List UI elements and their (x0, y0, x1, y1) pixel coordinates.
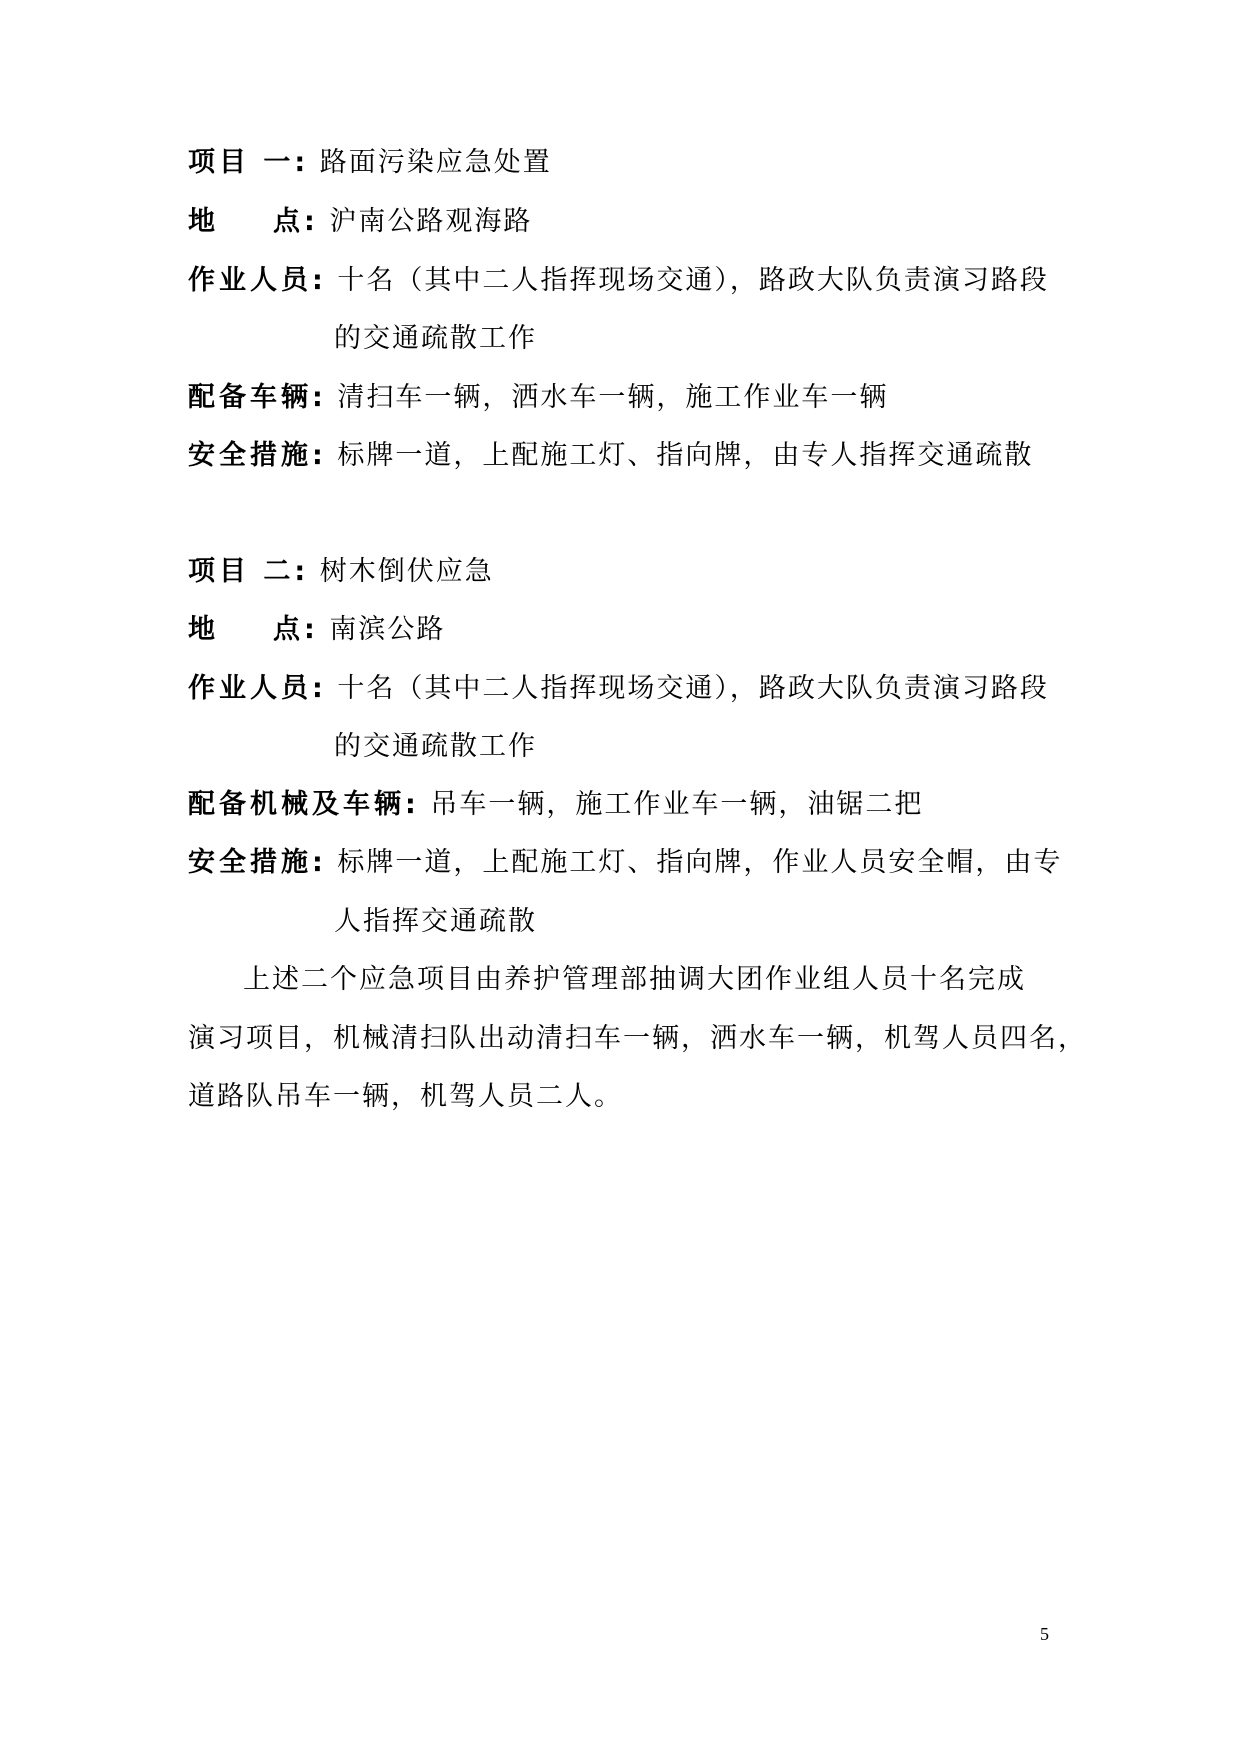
project1-location-value: 沪南公路观海路 (329, 206, 533, 237)
project2-safety-value-line1: 标牌一道，上配施工灯、指向牌，作业人员安全帽，由专 (337, 847, 1063, 878)
project2-title-label: 项目 二: (188, 556, 310, 587)
project2-location (188, 613, 445, 647)
summary-line-1: 上述二个应急项目由养护管理部抽调大团作业组人员十名完成 (243, 964, 1026, 995)
page-number: 5 (1040, 1624, 1049, 1644)
project1-safety-value: 标牌一道，上配施工灯、指向牌，由专人指挥交通疏散 (337, 440, 1034, 471)
project2-staff-value-line2: 的交通疏散工作 (334, 731, 537, 762)
project2-equipment (188, 788, 923, 822)
project2-location-label-a: 地 (188, 614, 219, 645)
project1-safety (188, 439, 1033, 473)
project1-location-label-b: 点: (273, 206, 319, 237)
project2-title (188, 555, 494, 589)
project2-staff-continued (334, 730, 537, 764)
project1-staff (188, 264, 1049, 298)
project1-staff-value-line1: 十名（其中二人指挥现场交通），路政大队负责演习路段 (337, 265, 1049, 296)
project1-title-label: 项目 一: (188, 147, 310, 178)
project2-equipment-value: 吊车一辆，施工作业车一辆，油锯二把 (430, 789, 924, 820)
project2-safety-value-line2: 人指挥交通疏散 (334, 906, 537, 937)
summary-line-3: 道路队吊车一辆，机驾人员二人。 (188, 1081, 623, 1112)
project2-title-value: 树木倒伏应急 (319, 556, 494, 587)
project1-location (188, 205, 532, 239)
project2-location-value: 南滨公路 (329, 614, 446, 645)
project2-safety-label: 安全措施: (188, 847, 327, 878)
project1-safety-label: 安全措施: (188, 440, 327, 471)
project2-equipment-label: 配备机械及车辆: (188, 789, 420, 820)
project1-vehicles (188, 381, 888, 415)
project1-title (188, 146, 552, 180)
project2-staff (188, 672, 1049, 706)
project2-safety (188, 846, 1062, 880)
project1-vehicles-label: 配备车辆: (188, 382, 327, 413)
project1-staff-value-line2: 的交通疏散工作 (334, 323, 537, 354)
summary-line-2: 演习项目，机械清扫队出动清扫车一辆，洒水车一辆，机驾人员四名， (188, 1023, 1087, 1054)
project2-location-label-b: 点: (273, 614, 319, 645)
project1-title-value: 路面污染应急处置 (319, 147, 552, 178)
project1-staff-label: 作业人员: (188, 265, 327, 296)
project2-staff-label: 作业人员: (188, 673, 327, 704)
project2-safety-continued (334, 905, 537, 939)
project1-location-label-a: 地 (188, 206, 219, 237)
project1-staff-continued (334, 322, 537, 356)
project2-staff-value-line1: 十名（其中二人指挥现场交通），路政大队负责演习路段 (337, 673, 1049, 704)
project1-vehicles-value: 清扫车一辆，洒水车一辆，施工作业车一辆 (337, 382, 889, 413)
